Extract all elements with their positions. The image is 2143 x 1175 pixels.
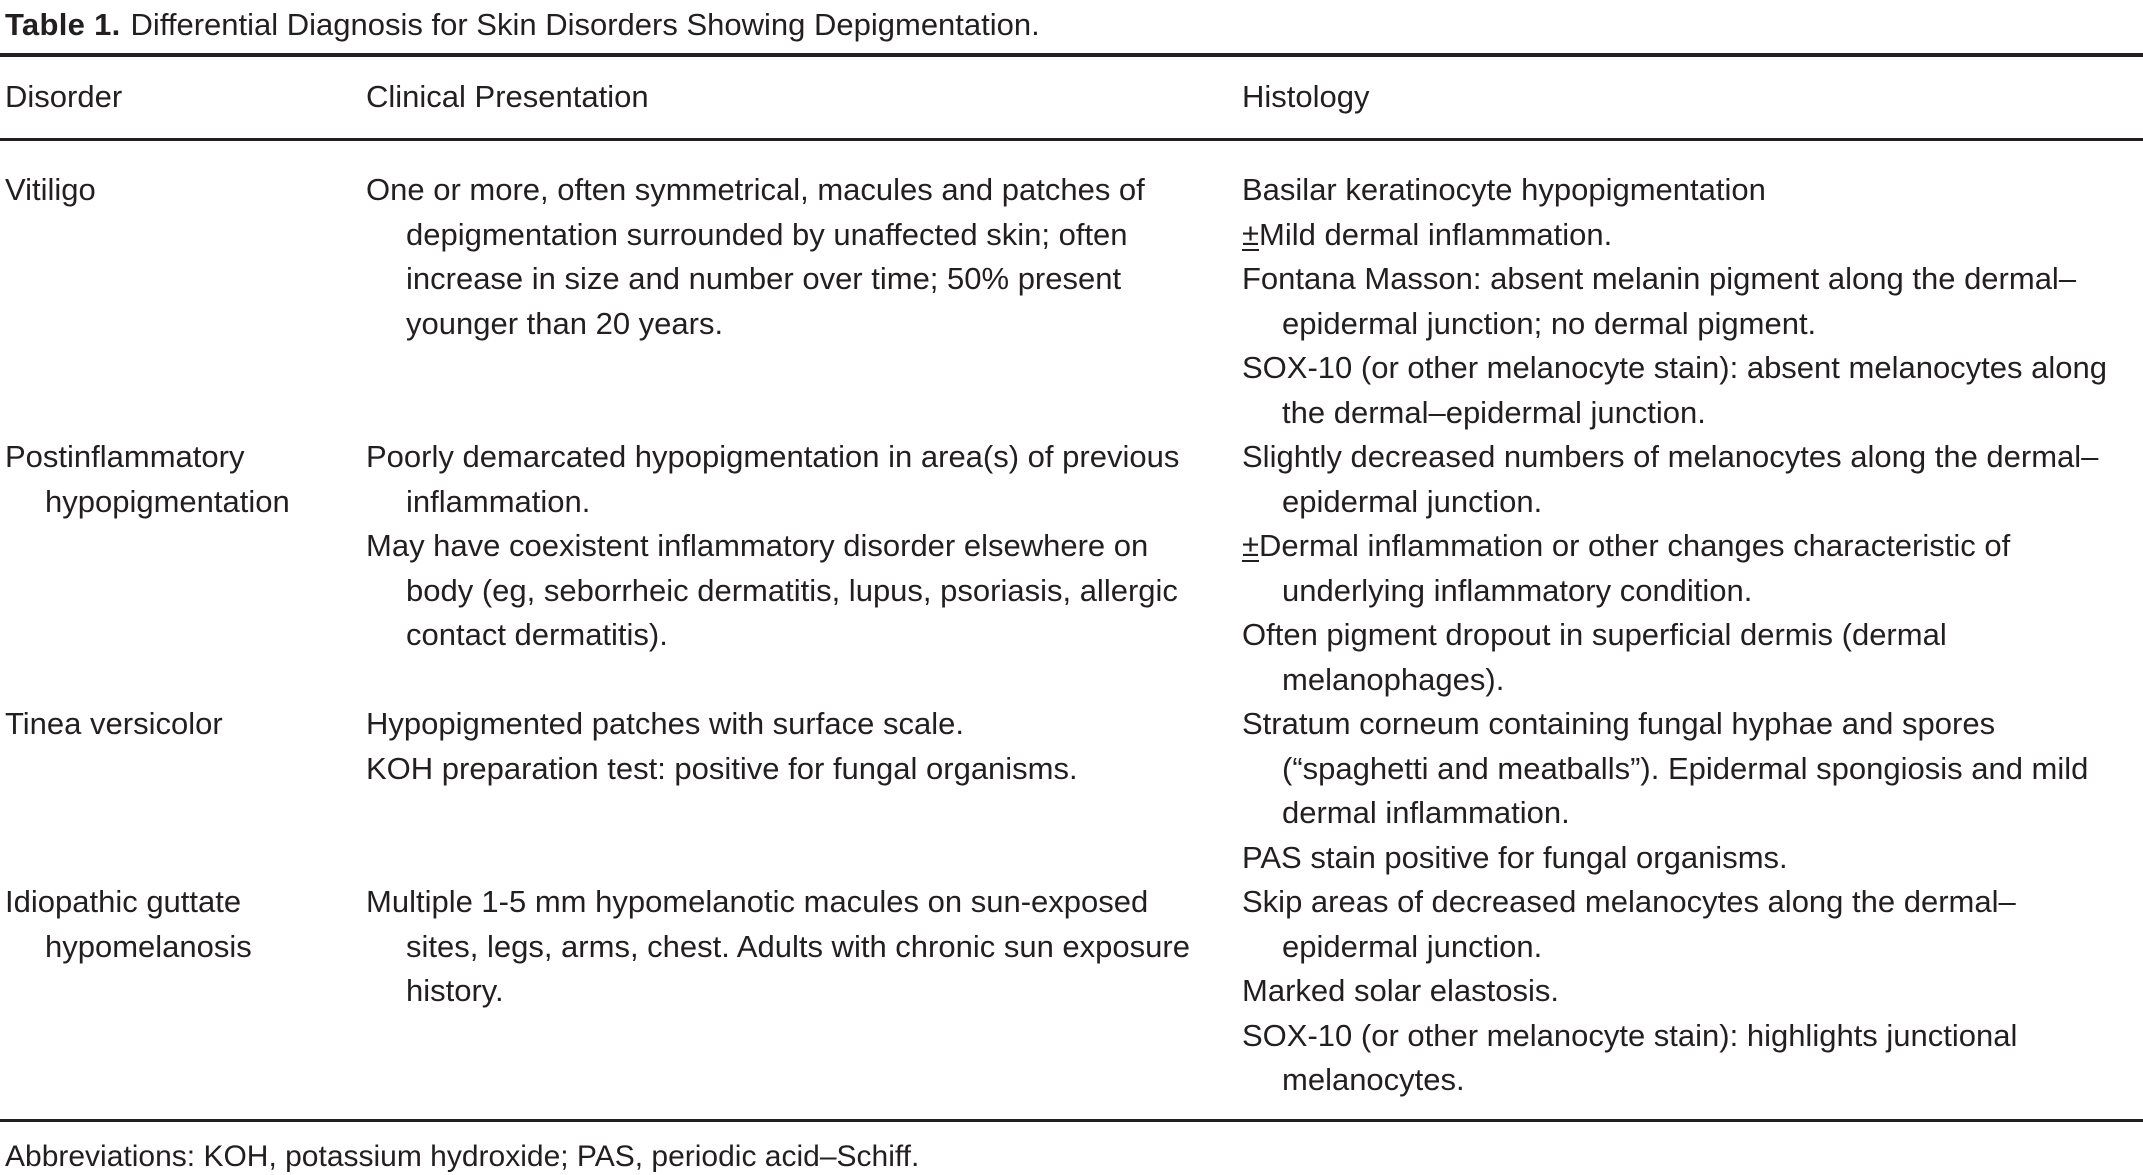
cell-disorder xyxy=(0,880,366,1120)
cell-paragraph: Tinea versicolor xyxy=(5,706,223,741)
table-caption: Differential Diagnosis for Skin Disorders Showing Depigmentation. xyxy=(130,7,1040,42)
cell-paragraph: Vitiligo xyxy=(5,172,96,207)
cell-histology xyxy=(1242,140,2143,436)
column-header-clinical-presentation: Clinical Presentation xyxy=(366,55,1242,140)
table-footnote: Abbreviations: KOH, potassium hydroxide; PAS, periodic acid–Schiff. xyxy=(5,1139,920,1173)
table-row xyxy=(0,435,2143,702)
cell-paragraph: Postinflammatory hypopigmentation xyxy=(5,439,290,519)
table-number: Table 1. xyxy=(5,7,121,42)
cell-clinical-presentation xyxy=(366,880,1242,1120)
cell-paragraph: ±Mild dermal inflammation. xyxy=(1242,216,1613,252)
column-header-histology: Histology xyxy=(1242,55,2143,140)
table-row xyxy=(0,140,2143,436)
cell-paragraph: Hypopigmented patches with surface scale. xyxy=(366,706,964,741)
cell-disorder xyxy=(0,435,366,702)
table-row xyxy=(0,880,2143,1120)
cell-histology xyxy=(1242,702,2143,880)
cell-disorder xyxy=(0,140,366,436)
cell-paragraph: PAS stain positive for fungal organisms. xyxy=(1242,839,1788,875)
cell-paragraph: ±Dermal inflammation or other changes characteristic of underlying inflammatory condition. xyxy=(1242,528,2011,608)
cell-histology xyxy=(1242,880,2143,1120)
cell-histology xyxy=(1242,435,2143,702)
cell-paragraph: Poorly demarcated hypopigmentation in area(s) of previous inflammation. xyxy=(366,439,1180,519)
cell-paragraph: Basilar keratinocyte hypopigmentation xyxy=(1242,172,1766,207)
cell-paragraph: Often pigment dropout in superficial dermis (dermal melanophages). xyxy=(1242,617,1947,697)
plus-minus-symbol: ± xyxy=(1242,528,1260,563)
differential-diagnosis-table xyxy=(0,53,2143,1122)
cell-paragraph: Stratum corneum containing fungal hyphae and spores (“spaghetti and meatballs”). Epidermal spongiosis and mild dermal inflammation. xyxy=(1242,706,2089,830)
table-title xyxy=(0,0,2143,53)
cell-paragraph: Fontana Masson: absent melanin pigment along the dermal–epidermal junction; no dermal pigment. xyxy=(1242,261,2077,341)
table-body xyxy=(0,140,2143,1121)
cell-paragraph: KOH preparation test: positive for fungal organisms. xyxy=(366,750,1078,786)
cell-paragraph: Multiple 1-5 mm hypomelanotic macules on sun-exposed sites, legs, arms, chest. Adults with chronic sun exposure history. xyxy=(366,884,1190,1008)
table-row xyxy=(0,702,2143,880)
cell-paragraph: May have coexistent inflammatory disorder elsewhere on body (eg, seborrheic dermatitis, lupus, psoriasis, allergic contact dermatitis). xyxy=(366,528,1178,652)
cell-paragraph: Marked solar elastosis. xyxy=(1242,973,1560,1008)
cell-clinical-presentation xyxy=(366,702,1242,880)
cell-paragraph: Skip areas of decreased melanocytes along the dermal–epidermal junction. xyxy=(1242,884,2016,964)
header-row xyxy=(0,55,2143,140)
cell-paragraph: One or more, often symmetrical, macules and patches of depigmentation surrounded by unaffected skin; often increase in size and number over time; 50% present younger than 20 years. xyxy=(366,172,1145,341)
plus-minus-symbol: ± xyxy=(1242,216,1260,252)
cell-paragraph: Slightly decreased numbers of melanocytes along the dermal–epidermal junction. xyxy=(1242,439,2099,519)
column-header-disorder: Disorder xyxy=(0,55,366,140)
cell-clinical-presentation xyxy=(366,140,1242,436)
cell-paragraph: Idiopathic guttate hypomelanosis xyxy=(5,884,252,964)
cell-disorder xyxy=(0,702,366,880)
cell-clinical-presentation xyxy=(366,435,1242,702)
table-header xyxy=(0,55,2143,140)
cell-paragraph: SOX-10 (or other melanocyte stain): highlights junctional melanocytes. xyxy=(1242,1017,2018,1097)
cell-paragraph: SOX-10 (or other melanocyte stain): absent melanocytes along the dermal–epidermal junction. xyxy=(1242,350,2108,430)
